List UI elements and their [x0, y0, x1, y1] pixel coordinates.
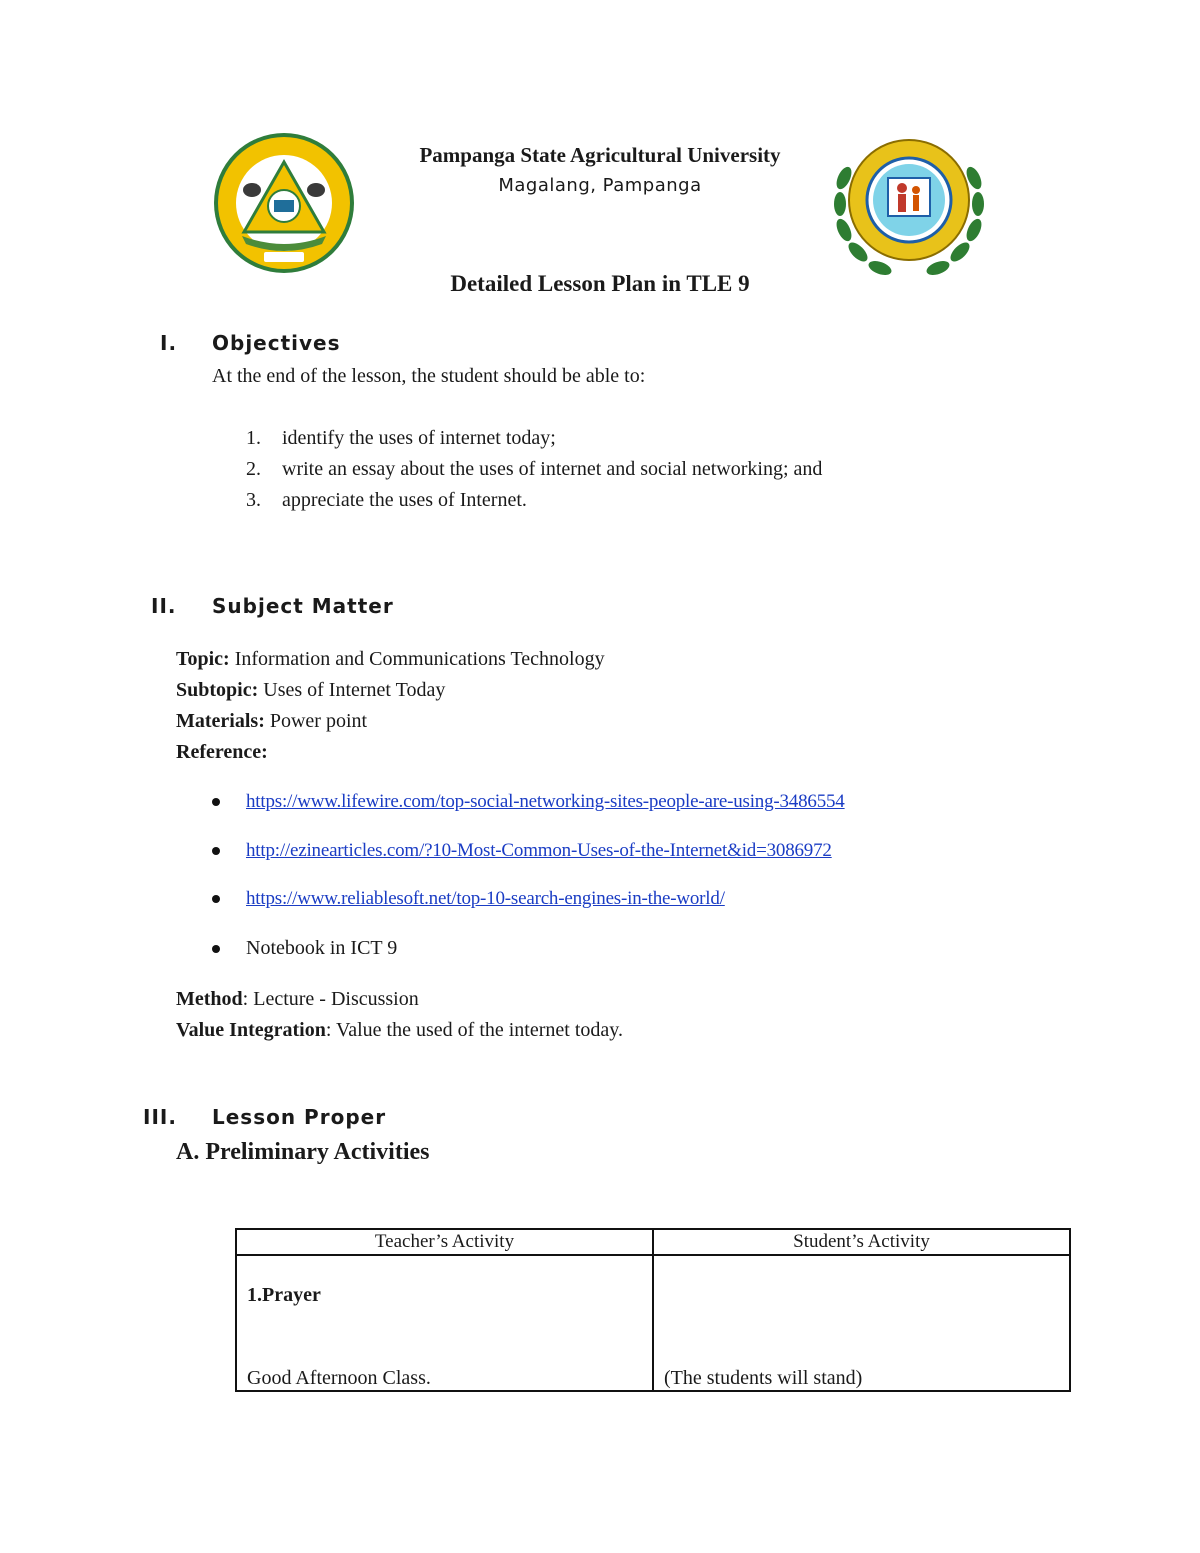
- teacher-cell: [236, 1255, 653, 1391]
- student-cell: [653, 1255, 1070, 1391]
- subtopic-line: [176, 679, 445, 702]
- preliminary-activities-heading: A. Preliminary Activities: [176, 1139, 430, 1165]
- section-title-lesson-proper: Lesson Proper: [212, 1105, 387, 1129]
- subtopic-value: Uses of Internet Today: [263, 679, 446, 701]
- student-activity-text: (The students will stand): [664, 1367, 863, 1389]
- topic-value: Information and Communications Technology: [234, 648, 605, 670]
- table-header-row: [236, 1229, 1070, 1255]
- activity-heading: 1.Prayer: [247, 1284, 321, 1306]
- materials-value: Power point: [269, 710, 368, 732]
- reference-link[interactable]: http://ezinearticles.com/?10-Most-Common-Uses-of-the-Internet&id=3086972: [246, 840, 832, 861]
- reference-notebook: Notebook in ICT 9: [246, 937, 398, 959]
- topic-label: Topic:: [176, 648, 230, 670]
- objective-number: 3.: [246, 489, 261, 511]
- table-row: [236, 1255, 1070, 1391]
- teacher-activity-text: Good Afternoon Class.: [247, 1367, 431, 1389]
- reference-link[interactable]: https://www.reliablesoft.net/top-10-search-engines-in-the-world/: [246, 888, 725, 909]
- activity-table: [235, 1228, 1071, 1392]
- value-integration-label: Value Integration: [176, 1019, 326, 1041]
- objectives-intro: At the end of the lesson, the student should be able to:: [212, 365, 646, 387]
- method-value: : Lecture - Discussion: [242, 988, 419, 1010]
- bullet-icon: [212, 945, 220, 953]
- objective-item: write an essay about the uses of internet and social networking; and: [282, 458, 823, 480]
- bullet-icon: [212, 895, 220, 903]
- method-label: Method: [176, 988, 243, 1010]
- objective-item: identify the uses of internet today;: [282, 427, 556, 449]
- topic-line: [176, 648, 605, 671]
- section-number-subject-matter: II.: [151, 594, 177, 618]
- university-name: Pampanga State Agricultural University: [419, 143, 781, 167]
- reference-label: Reference:: [176, 741, 268, 763]
- materials-line: [176, 710, 367, 733]
- method-line: [176, 988, 419, 1011]
- bullet-icon: [212, 847, 220, 855]
- bullet-icon: [212, 798, 220, 806]
- university-location: Magalang, Pampanga: [498, 175, 702, 196]
- column-header-teacher: Teacher’s Activity: [236, 1229, 653, 1255]
- section-number-lesson-proper: III.: [143, 1105, 177, 1129]
- objective-number: 1.: [246, 427, 261, 449]
- objective-number: 2.: [246, 458, 261, 480]
- column-header-student: Student’s Activity: [653, 1229, 1070, 1255]
- materials-label: Materials:: [176, 710, 265, 732]
- value-integration-value: : Value the used of the internet today.: [325, 1019, 623, 1041]
- page-title: Detailed Lesson Plan in TLE 9: [450, 271, 750, 296]
- section-title-subject-matter: Subject Matter: [212, 594, 394, 618]
- subtopic-label: Subtopic:: [176, 679, 259, 701]
- section-title-objectives: Objectives: [212, 331, 341, 355]
- section-number-objectives: I.: [160, 331, 178, 355]
- value-integration-line: [176, 1019, 623, 1042]
- reference-link[interactable]: https://www.lifewire.com/top-social-networking-sites-people-are-using-3486554: [246, 791, 845, 812]
- objective-item: appreciate the uses of Internet.: [282, 489, 527, 511]
